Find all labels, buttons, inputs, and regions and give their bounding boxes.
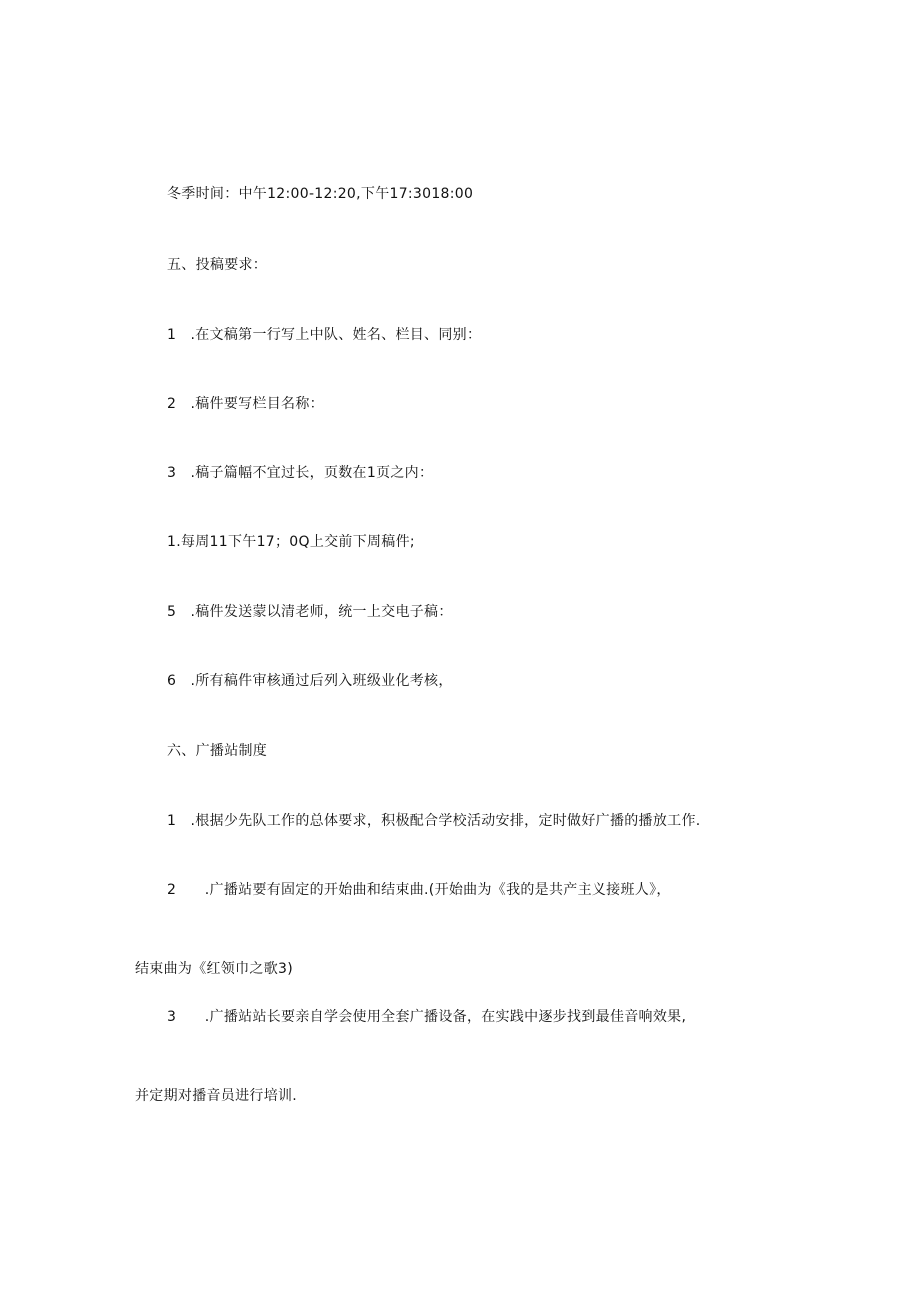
requirement-item-6: 6 .所有稿件审核通过后列入班级业化考核， <box>167 673 453 689</box>
rule-item-3: 3 .广播站站长要亲自学会使用全套广播设备，在实践中逐步找到最佳音响效果, <box>167 1009 687 1025</box>
rule-item-2: 2 .广播站要有固定的开始曲和结束曲.(开始曲为《我的是共产主义接班人》， <box>167 882 671 898</box>
section-five-heading: 五、投稿要求： <box>167 257 268 273</box>
rule-item-3-continuation: 并定期对播音员进行培训. <box>135 1088 298 1104</box>
winter-schedule-line: 冬季时间：中午12:00-12:20,下午17:3018:00 <box>167 186 474 202</box>
requirement-item-2: 2 .稿件要写栏目名称： <box>167 396 324 412</box>
rule-item-1: 1 .根据少先队工作的总体要求，积极配合学校活动安排，定时做好广播的播放工作. <box>167 813 701 829</box>
requirement-item-3: 3 .稿子篇幅不宜过长，页数在1页之内： <box>167 465 434 481</box>
requirement-item-4: 1.每周11下午17；0Q上交前下周稿件; <box>167 534 415 550</box>
rule-item-2-continuation: 结束曲为《红领巾之歌3) <box>135 961 293 977</box>
section-six-heading: 六、广播站制度 <box>167 743 268 759</box>
requirement-item-1: 1 .在文稿第一行写上中队、姓名、栏目、同别： <box>167 327 482 343</box>
requirement-item-5: 5 .稿件发送蒙以清老师，统一上交电子稿： <box>167 604 453 620</box>
